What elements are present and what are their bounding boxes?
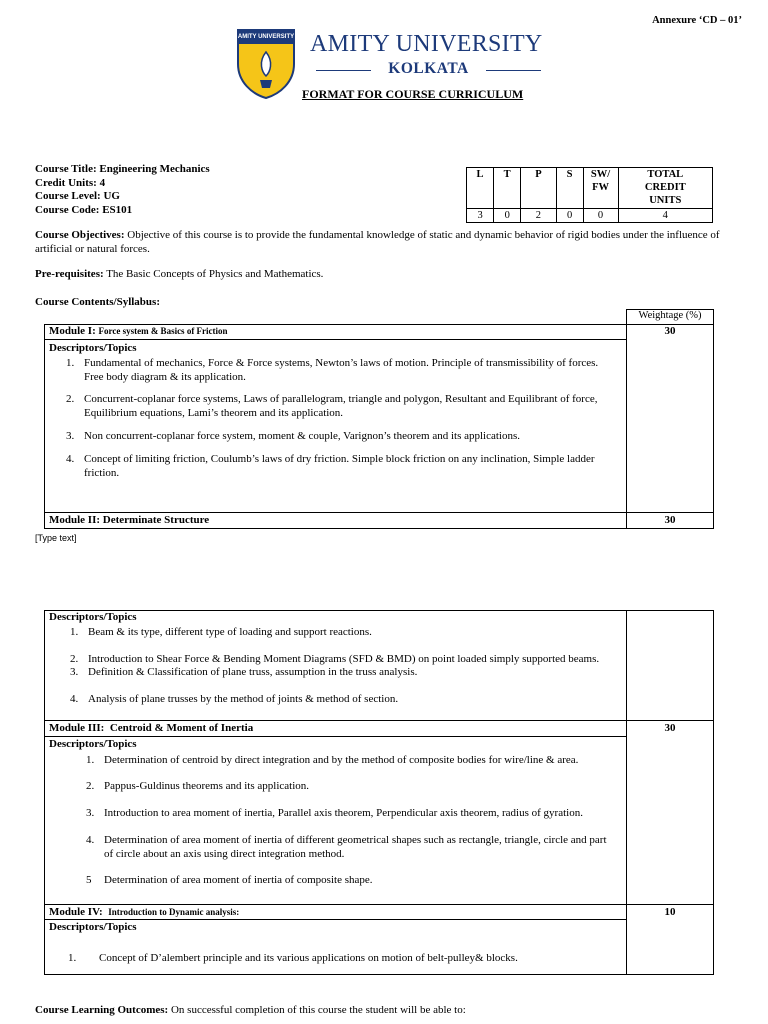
module-3-weight: 30 [664,722,676,734]
course-code-label: Course Code: [35,203,100,216]
prereq-label: Pre-requisites: [35,268,104,280]
module-3-title: Module III: Centroid & Moment of Inertia [49,722,254,734]
objectives-text: Objective of this course is to provide the fundamental knowledge of static and dynamic behavior of rigid bodies under the influence of artificial or natural forces. [35,229,720,255]
prereq-text: The Basic Concepts of Physics and Mathematics. [106,268,324,280]
course-level-label: Course Level: [35,190,101,202]
credits-table [466,167,713,223]
course-info [35,163,210,217]
page-footer-note: [Type text] [35,533,77,543]
university-name: AMITY UNIVERSITY [310,31,543,57]
divider [626,324,627,529]
syllabus-table-1 [44,324,714,529]
course-objectives [35,229,746,256]
descriptors-heading: Descriptors/Topics [49,921,137,933]
course-level: UG [103,190,120,202]
credits-value-t: 0 [494,209,521,223]
university-logo [236,28,296,100]
credits-header-s: S [556,168,583,209]
divider [44,904,714,905]
divider [44,512,714,513]
credits-value-swfw: 0 [583,209,618,223]
module-2-weight: 30 [664,514,676,526]
module-2-title: Module II: Determinate Structure [49,514,210,526]
module-4-title: Module IV: Introduction to Dynamic analysis: [49,906,240,918]
course-contents-label: Course Contents/Syllabus: [35,296,160,308]
divider [44,339,627,340]
annexure-label: Annexure ‘CD – 01’ [652,15,742,26]
course-code: ES101 [102,203,133,216]
course-learning-outcomes [35,1004,746,1018]
divider [44,919,627,920]
objectives-label: Course Objectives: [35,229,125,241]
credits-header-swfw: SW/ FW [583,168,618,209]
outcomes-text: On successful completion of this course the student will be able to: [170,1004,466,1016]
descriptors-heading: Descriptors/Topics [49,738,137,750]
descriptors-heading: Descriptors/Topics [49,611,137,623]
university-city: KOLKATA [388,60,469,77]
prerequisites [35,268,746,282]
descriptors-heading: Descriptors/Topics [49,342,137,354]
credits-value-total: 4 [618,209,712,223]
format-title: FORMAT FOR COURSE CURRICULUM [302,87,524,101]
divider [44,736,627,737]
credit-units-label: Credit Units: [35,176,97,189]
module-1-weight: 30 [664,325,676,337]
divider [44,720,714,721]
credits-value-s: 0 [556,209,583,223]
course-title-label: Course Title: [35,163,97,175]
credits-header-l: L [467,168,494,209]
credits-header-total: TOTAL CREDIT UNITS [618,168,712,209]
credits-header-p: P [521,168,556,209]
module-4-weight: 10 [664,906,676,918]
credits-header-t: T [494,168,521,209]
logo-text: AMITY UNIVERSITY [237,34,295,40]
credits-value-p: 2 [521,209,556,223]
divider [626,610,627,975]
module-1-title: Module I: Force system & Basics of Friction [49,325,228,337]
credits-value-l: 3 [467,209,494,223]
outcomes-label: Course Learning Outcomes: [35,1004,169,1016]
weightage-header: Weightage (%) [638,310,702,321]
credit-units: 4 [99,176,106,189]
course-title: Engineering Mechanics [99,163,210,175]
